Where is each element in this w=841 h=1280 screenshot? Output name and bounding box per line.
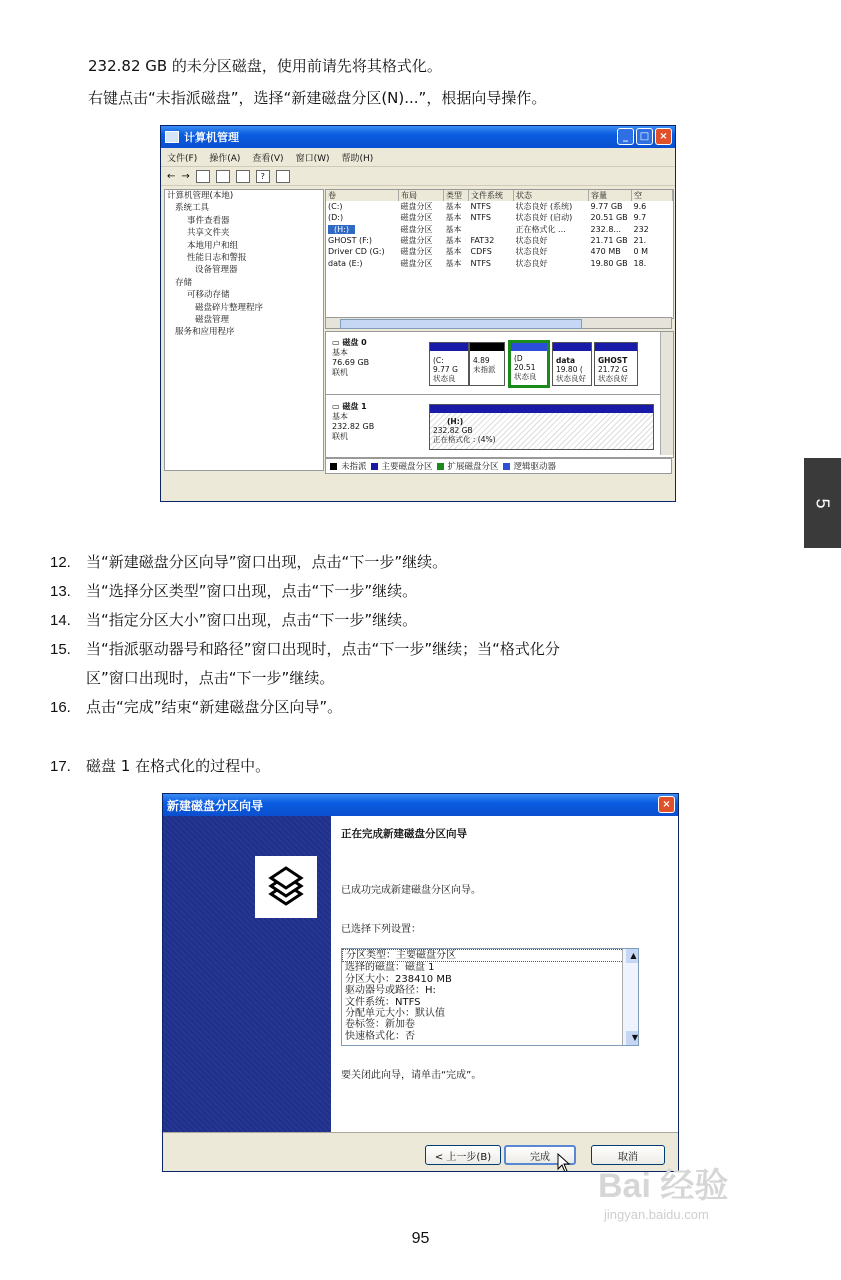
step-number: 13.: [50, 583, 71, 600]
cell-fs: NTFS: [470, 258, 491, 268]
computer-icon: [165, 131, 179, 143]
step-number: 16.: [50, 699, 71, 716]
cell-status: 正在格式化 ...: [515, 224, 566, 234]
disk1-state: 联机: [332, 432, 348, 441]
back-button[interactable]: < 上一步(B): [425, 1145, 501, 1165]
cell-capacity: 9.77 GB: [590, 202, 623, 212]
part-status: 未指派: [473, 365, 496, 374]
disk0-size: 76.69 GB: [332, 358, 370, 367]
cell-vol: [326, 224, 399, 235]
part-size: 20.51: [514, 363, 536, 372]
cell-free: 9.7: [633, 213, 647, 223]
cell-layout: 磁盘分区: [400, 224, 433, 234]
cell-free: 232: [633, 224, 649, 234]
disk-divider: [326, 394, 661, 395]
disk1-type: 基本: [332, 412, 348, 421]
legend-swatch-extended: [437, 463, 444, 470]
cm-menubar: [161, 148, 675, 167]
disk-stack-glyph: [263, 864, 309, 910]
intro-line-2: 右键点击“未指派磁盘”，选择“新建磁盘分区(N)...”，根据向导操作。: [88, 89, 547, 107]
cell-type: 基本: [445, 247, 462, 257]
cell-vol: (C:): [328, 202, 343, 212]
legend-swatch-logical: [503, 463, 510, 470]
up-folder-icon[interactable]: [196, 170, 210, 183]
cell-free: 9.6: [633, 202, 647, 212]
part-size: 4.89: [473, 356, 490, 365]
part-label: (H:): [447, 417, 464, 426]
close-button[interactable]: ×: [655, 128, 672, 145]
list-item: 卷标签：新加卷: [345, 1019, 415, 1031]
partition-ghost[interactable]: [594, 342, 638, 386]
step-number: 15.: [50, 641, 71, 658]
cell-vol: GHOST (F:): [328, 236, 372, 246]
wizard-success-text: 已成功完成新建磁盘分区向导。: [341, 885, 481, 896]
part-status: 正在格式化 : (4%): [433, 435, 496, 444]
cell-capacity: 20.51 GB: [590, 213, 628, 223]
cell-free: 0 M: [633, 247, 649, 257]
part-status: 状态良: [514, 372, 537, 381]
cell-fs: NTFS: [470, 202, 491, 212]
cell-capacity: 19.80 GB: [590, 258, 628, 268]
wizard-selected-label: 已选择下列设置：: [341, 924, 421, 935]
refresh-icon[interactable]: [276, 170, 290, 183]
minimize-button[interactable]: _: [617, 128, 634, 145]
menu-view[interactable]: 查看(V): [252, 153, 284, 164]
part-size: 19.80 (: [556, 365, 583, 374]
legend-logical: 逻辑驱动器: [513, 462, 557, 472]
cell-fs: NTFS: [470, 213, 491, 223]
cell-free: 18.: [633, 258, 647, 268]
legend-primary: 主要磁盘分区: [381, 462, 433, 472]
step-15-cont: 区”窗口出现时，点击“下一步”继续。: [86, 669, 335, 687]
step-text: 当“选择分区类型”窗口出现，点击“下一步”继续。: [86, 582, 418, 600]
cell-capacity: 232.8...: [590, 224, 622, 234]
col-volume[interactable]: 卷: [326, 190, 399, 201]
cell-type: 基本: [445, 224, 462, 234]
volume-list: [325, 189, 674, 319]
list-item: 分区大小：238410 MB: [345, 973, 452, 985]
legend-swatch-primary: [371, 463, 378, 470]
cell-capacity: 21.71 GB: [590, 236, 628, 246]
cell-fs: FAT32: [470, 236, 495, 246]
cell-free: 21.: [633, 236, 647, 246]
tree-item-system-tools[interactable]: 系统工具: [175, 203, 210, 214]
step-text: 点击“完成”结束“新建磁盘分区向导”。: [86, 698, 343, 716]
console-tree: [164, 189, 324, 471]
part-label: (C:: [433, 356, 444, 365]
step-text: 当“新建磁盘分区向导”窗口出现，点击“下一步”继续。: [86, 553, 448, 571]
cell-fs: [469, 224, 514, 235]
maximize-button[interactable]: □: [636, 128, 653, 145]
disk0-name: 磁盘 0: [342, 338, 367, 347]
scroll-down-icon[interactable]: ▼: [626, 1031, 639, 1045]
disk1-size: 232.82 GB: [332, 422, 375, 431]
part-label: data: [556, 356, 576, 365]
table-row[interactable]: [326, 246, 673, 257]
wizard-close-hint: 要关闭此向导，请单击“完成”。: [341, 1070, 482, 1081]
tree-item-local-users[interactable]: 本地用户和组: [187, 240, 239, 251]
disk-stack-icon: [255, 856, 317, 918]
table-row[interactable]: [326, 201, 673, 212]
cell-layout: 磁盘分区: [400, 236, 433, 246]
step-text: 磁盘 1 在格式化的过程中。: [86, 757, 271, 775]
disk0-state: 联机: [332, 368, 348, 377]
part-size: 232.82 GB: [433, 426, 473, 435]
volume-list-hscrollbar[interactable]: [325, 317, 672, 329]
table-row[interactable]: [326, 212, 673, 223]
scroll-up-icon[interactable]: ▲: [626, 949, 638, 963]
part-label: GHOST: [598, 356, 628, 365]
step-text: 当“指派驱动器号和路径”窗口出现时，点击“下一步”继续；当“格式化分: [86, 640, 560, 658]
list-item: 选择的磁盘：磁盘 1: [345, 962, 435, 974]
cell-vol: Driver CD (G:): [328, 247, 385, 257]
cell-status: 状态良好: [515, 258, 548, 268]
step-number: 17.: [50, 758, 71, 775]
part-size: 9.77 G: [433, 365, 458, 374]
disk0-type: 基本: [332, 348, 348, 357]
help-icon[interactable]: ?: [256, 170, 270, 183]
step-13: [50, 581, 417, 602]
col-capacity[interactable]: 容量: [589, 190, 632, 201]
chapter-number: 5: [812, 497, 833, 509]
partition-d[interactable]: [508, 340, 550, 388]
scroll-thumb[interactable]: [340, 319, 582, 329]
menu-help[interactable]: 帮助(H): [341, 153, 374, 164]
table-row[interactable]: [326, 235, 673, 246]
step-text: 当“指定分区大小”窗口出现，点击“下一步”继续。: [86, 611, 418, 629]
properties-icon[interactable]: [236, 170, 250, 183]
cell-type: 基本: [445, 236, 462, 246]
part-status: 状态良好: [598, 374, 628, 383]
partition-c[interactable]: [429, 342, 469, 386]
step-14: [50, 610, 417, 631]
volume-list-header: [326, 190, 673, 201]
legend: [325, 458, 672, 474]
cell-layout: 磁盘分区: [400, 247, 433, 257]
step-16: [50, 697, 342, 718]
watermark-brand: Bai 经验: [598, 1167, 729, 1205]
legend-unallocated: 未指派: [341, 462, 367, 472]
step-number: 12.: [50, 554, 71, 571]
tree-item-disk-management[interactable]: 磁盘管理: [195, 314, 230, 325]
list-item: 快速格式化：否: [345, 1030, 415, 1042]
cell-fs: CDFS: [470, 247, 492, 257]
menu-window[interactable]: 窗口(W): [295, 153, 330, 164]
partition-unallocated[interactable]: [469, 342, 505, 386]
cell-vol: (D:): [328, 213, 344, 223]
step-12: [50, 552, 447, 573]
part-label: (D: [514, 354, 523, 363]
cell-capacity: 470 MB: [590, 247, 621, 257]
tree-item-perf-logs[interactable]: 性能日志和警报: [187, 252, 247, 263]
cell-vol: data (E:): [328, 258, 363, 268]
tree-item-defrag[interactable]: 磁盘碎片整理程序: [195, 302, 264, 313]
tree-item-removable-storage[interactable]: 可移动存储: [187, 290, 230, 301]
computer-management-window: [160, 125, 676, 502]
chapter-tab: [804, 458, 841, 548]
disk1-label[interactable]: [332, 402, 374, 442]
disk-icon: ▭: [332, 338, 343, 347]
forward-arrow-icon[interactable]: →: [181, 170, 190, 182]
cell-status: 状态良好: [515, 236, 548, 246]
disk0-label[interactable]: [332, 338, 369, 378]
tree-item-shared-folders[interactable]: 共享文件夹: [187, 228, 230, 239]
list-item: 分区类型：主要磁盘分区: [342, 949, 638, 962]
wizard-title: 新建磁盘分区向导: [167, 798, 264, 813]
tree-item-services-apps[interactable]: 服务和应用程序: [175, 327, 235, 338]
disk-graphical-view: [325, 331, 674, 458]
step-number: 14.: [50, 612, 71, 629]
cell-layout: 磁盘分区: [400, 258, 433, 268]
graph-vscrollbar[interactable]: [660, 332, 673, 455]
tree-item-device-manager[interactable]: 设备管理器: [195, 265, 238, 276]
cell-status: 状态良好: [515, 247, 548, 257]
cell-type: 基本: [445, 213, 462, 223]
selected-volume-label: (H:): [328, 225, 355, 234]
cell-layout: 磁盘分区: [400, 202, 433, 212]
cancel-button[interactable]: 取消: [591, 1145, 665, 1165]
part-status: 状态良: [433, 374, 456, 383]
cm-title: 计算机管理: [184, 131, 239, 144]
wizard-content: [331, 816, 678, 1132]
cell-type: 基本: [445, 258, 462, 268]
disk-icon: ▭: [332, 402, 343, 411]
col-fs[interactable]: 文件系统: [469, 190, 514, 201]
part-status: 状态良好: [556, 374, 586, 383]
legend-extended: 扩展磁盘分区: [447, 462, 499, 472]
table-row-selected[interactable]: [326, 224, 673, 235]
cell-status: 状态良好 (启动): [515, 213, 573, 223]
new-partition-wizard-window: [162, 793, 679, 1172]
show-tree-icon[interactable]: [216, 170, 230, 183]
tree-item-storage[interactable]: 存储: [175, 277, 193, 288]
intro-line-1: 232.82 GB 的未分区磁盘，使用前请先将其格式化。: [88, 57, 442, 75]
wizard-side-banner: [163, 816, 331, 1132]
tree-item-root[interactable]: 计算机管理(本地): [167, 191, 234, 201]
cm-toolbar: [161, 167, 675, 186]
page-number: 95: [411, 1230, 430, 1247]
list-item: 分配单元大小：默认值: [345, 1008, 445, 1020]
settings-listbox[interactable]: [341, 948, 639, 1046]
step-15: [50, 639, 560, 660]
list-item: 文件系统：NTFS: [345, 996, 421, 1008]
legend-swatch-unallocated: [330, 463, 337, 470]
cell-type: 基本: [445, 202, 462, 212]
col-free[interactable]: 空: [632, 190, 673, 201]
mouse-cursor-icon: [557, 1153, 571, 1172]
col-type[interactable]: 类型: [444, 190, 469, 201]
table-row[interactable]: [326, 257, 673, 268]
cm-titlebar[interactable]: [161, 126, 675, 148]
list-item: 驱动器号或路径：H:: [345, 985, 436, 997]
menu-action[interactable]: 操作(A): [209, 153, 241, 164]
tree-item-event-viewer[interactable]: 事件查看器: [187, 215, 230, 226]
part-size: 21.72 G: [598, 365, 628, 374]
watermark-url: jingyan.baidu.com: [604, 1207, 709, 1222]
col-layout[interactable]: 布局: [399, 190, 444, 201]
menu-file[interactable]: 文件(F): [167, 153, 198, 164]
step-17: [50, 756, 270, 777]
disk1-name: 磁盘 1: [342, 402, 367, 411]
wizard-heading: 正在完成新建磁盘分区向导: [341, 828, 467, 840]
partition-h[interactable]: [429, 404, 654, 450]
partition-data[interactable]: [552, 342, 592, 386]
cell-status: 状态良好 (系统): [515, 202, 573, 212]
close-button[interactable]: ×: [658, 796, 675, 813]
wizard-titlebar[interactable]: [163, 794, 678, 816]
settings-vscrollbar[interactable]: [622, 949, 638, 1045]
col-status[interactable]: 状态: [514, 190, 589, 201]
cell-layout: 磁盘分区: [400, 213, 433, 223]
back-arrow-icon[interactable]: ←: [167, 170, 176, 182]
finish-button[interactable]: 完成: [504, 1145, 576, 1165]
